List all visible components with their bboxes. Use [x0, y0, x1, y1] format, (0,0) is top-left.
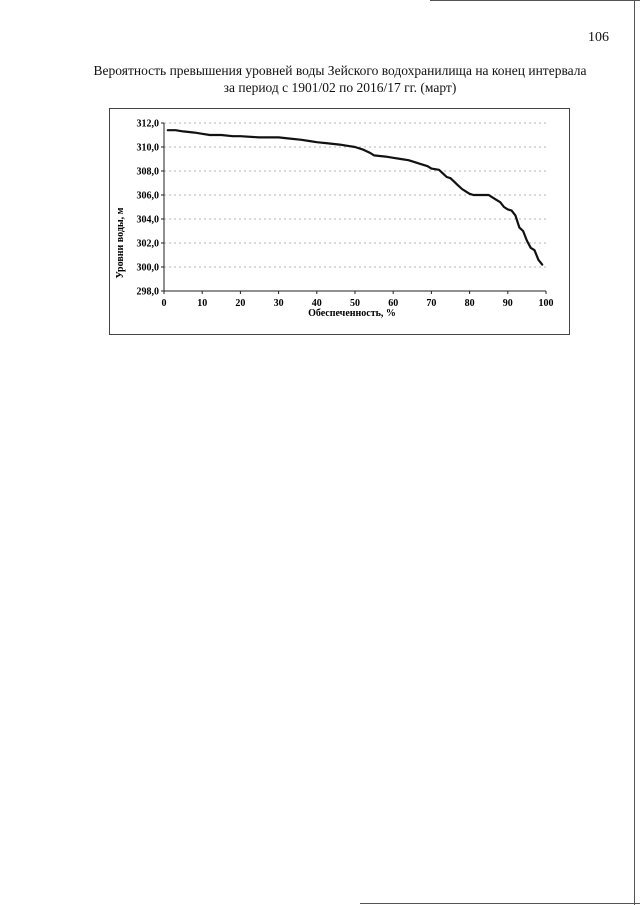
- scan-edge-right: [634, 0, 635, 905]
- x-tick-label: 20: [235, 298, 246, 309]
- y-tick-label: 300,0: [136, 262, 159, 274]
- y-tick-label: 306,0: [136, 190, 159, 202]
- chart: [109, 108, 570, 335]
- y-tick-label: 308,0: [136, 166, 159, 178]
- y-axis-label: Уровни воды, м: [115, 207, 126, 279]
- series-lines: [168, 130, 542, 264]
- x-tick-label: 30: [273, 298, 284, 309]
- y-tick-label: 302,0: [136, 238, 159, 250]
- x-tick-label: 10: [197, 298, 208, 309]
- x-tick-label: 100: [538, 298, 554, 309]
- scan-edge-bottom: [360, 903, 640, 904]
- x-tick-label: 50: [350, 298, 360, 309]
- y-tick-label: 310,0: [136, 142, 159, 154]
- x-tick-label: 40: [311, 298, 322, 309]
- chart-title-line-2: за период с 1901/02 по 2016/17 гг. (март): [223, 80, 457, 95]
- chart-title-line-1: Вероятность превышения уровней воды Зейского водохранилища на конец интервала: [93, 63, 587, 78]
- x-tick-label: 80: [464, 298, 475, 309]
- page-number: 106: [588, 30, 609, 45]
- x-tick-label: 70: [426, 298, 437, 309]
- x-tick-label: 0: [161, 298, 167, 309]
- axes: [161, 123, 546, 294]
- y-tick-label: 312,0: [136, 118, 159, 130]
- chart-title: [60, 62, 620, 96]
- scan-edge-top: [430, 0, 640, 1]
- x-axis-label: Обеспеченность, %: [308, 308, 396, 319]
- x-tick-label: 90: [502, 298, 513, 309]
- y-tick-label: 298,0: [136, 286, 159, 298]
- x-tick-label: 60: [388, 298, 399, 309]
- y-tick-label: 304,0: [136, 214, 159, 226]
- water-level-line: [168, 130, 542, 264]
